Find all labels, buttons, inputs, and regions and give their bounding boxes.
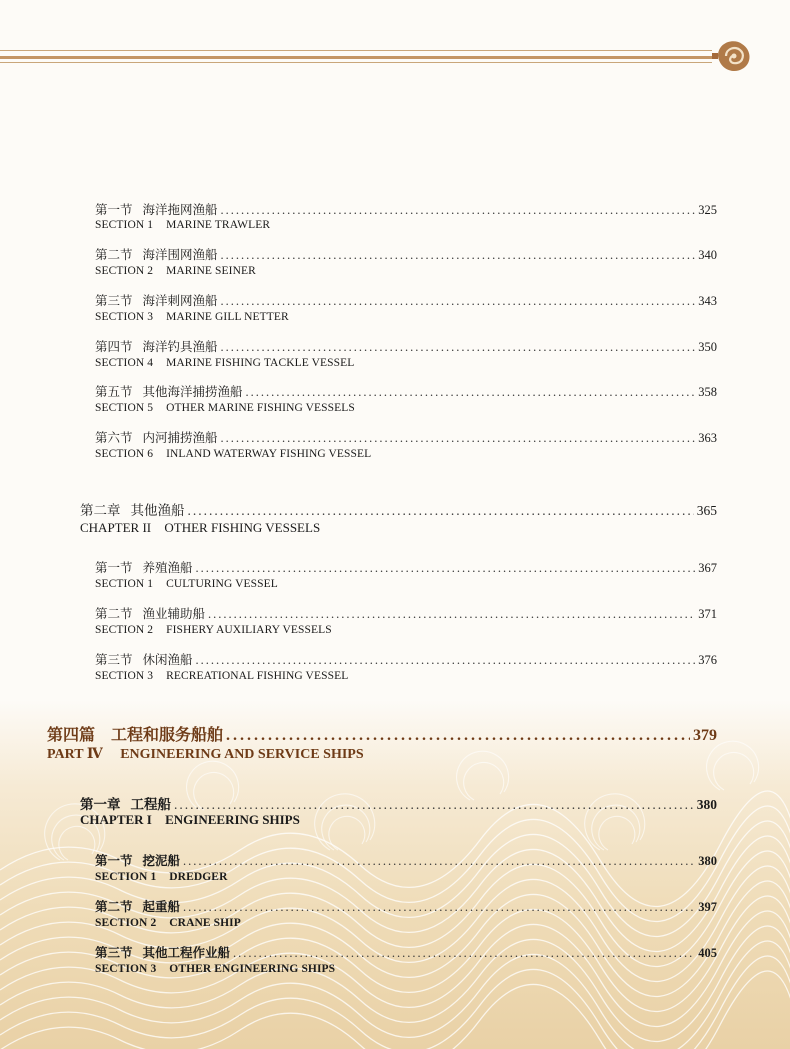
- toc-section-english: [95, 448, 371, 460]
- section-title-en: MARINE GILL NETTER: [166, 311, 289, 323]
- section-title: 起重船: [142, 900, 181, 914]
- header-rule-thick: [0, 56, 712, 59]
- section-title: 其他工程作业船: [142, 946, 231, 960]
- section-label-en: SECTION 6: [95, 448, 154, 460]
- section-label: 第六节: [95, 431, 133, 445]
- part-title: 工程和服务船舶: [111, 727, 224, 744]
- toc-section-english: [95, 402, 355, 414]
- leader-dots: [246, 385, 696, 400]
- section-label-en: SECTION 3: [95, 963, 157, 975]
- leader-dots: [196, 561, 696, 576]
- leader-dots: [221, 431, 696, 446]
- toc-section-english: [95, 578, 278, 590]
- header-rule-thin: [0, 50, 712, 51]
- section-title-en: FISHERY AUXILIARY VESSELS: [166, 624, 332, 636]
- toc-chapter-english: [80, 812, 300, 828]
- toc-section-entry[interactable]: [95, 291, 717, 309]
- toc-section-entry[interactable]: [95, 200, 717, 218]
- toc-section-entry[interactable]: [95, 604, 717, 622]
- section-label-en: SECTION 5: [95, 402, 154, 414]
- section-label-en: SECTION 2: [95, 917, 157, 929]
- toc-section-english: [95, 871, 228, 883]
- toc-section-entry[interactable]: [95, 650, 717, 668]
- section-label-en: SECTION 1: [95, 578, 154, 590]
- section-title: 海洋围网渔船: [142, 248, 218, 262]
- section-label: 第五节: [95, 385, 133, 399]
- section-title-en: DREDGER: [169, 871, 228, 883]
- section-title-en: MARINE TRAWLER: [166, 219, 271, 231]
- leader-dots: [208, 607, 695, 622]
- section-label: 第二节: [95, 607, 133, 621]
- toc-section-entry[interactable]: [95, 943, 717, 961]
- toc-section-english: [95, 219, 270, 231]
- toc-section-english: [95, 311, 289, 323]
- toc-section-english: [95, 917, 241, 929]
- toc-part-entry[interactable]: [47, 722, 717, 745]
- section-label: 第三节: [95, 946, 133, 960]
- chapter-label-en: CHAPTER II: [80, 520, 152, 535]
- section-label: 第一节: [95, 561, 133, 575]
- page-number: 380: [696, 797, 717, 812]
- part-title-en: ENGINEERING AND SERVICE SHIPS: [120, 747, 364, 762]
- toc-section-entry[interactable]: [95, 245, 717, 263]
- toc-section-entry[interactable]: [95, 558, 717, 576]
- page-number: 371: [698, 607, 717, 621]
- page-number: 340: [698, 248, 717, 262]
- section-label: 第三节: [95, 294, 133, 308]
- section-title-en: MARINE SEINER: [166, 265, 256, 277]
- chapter-label: 第二章: [80, 503, 121, 518]
- page-number: 365: [696, 503, 717, 518]
- section-label: 第二节: [95, 900, 133, 914]
- section-label-en: SECTION 4: [95, 357, 154, 369]
- section-title: 海洋刺网渔船: [142, 294, 218, 308]
- section-title: 渔业辅助船: [142, 607, 206, 621]
- toc-part-english: [47, 746, 364, 763]
- toc-section-english: [95, 670, 348, 682]
- leader-dots: [183, 854, 695, 869]
- section-title: 其他海洋捕捞渔船: [142, 385, 243, 399]
- leader-dots: [221, 203, 696, 218]
- leader-dots: [188, 503, 694, 519]
- section-title-en: CULTURING VESSEL: [166, 578, 278, 590]
- leader-dots: [174, 797, 694, 813]
- toc-section-entry[interactable]: [95, 428, 717, 446]
- section-title-en: MARINE FISHING TACKLE VESSEL: [166, 357, 355, 369]
- page-number: 380: [698, 854, 717, 868]
- section-title: 海洋拖网渔船: [142, 203, 218, 217]
- leader-dots: [221, 248, 696, 263]
- section-title-en: RECREATIONAL FISHING VESSEL: [166, 670, 349, 682]
- toc-chapter-english: [80, 520, 320, 536]
- toc-chapter-entry[interactable]: [80, 793, 717, 813]
- section-label-en: SECTION 2: [95, 624, 154, 636]
- leader-dots: [226, 727, 690, 745]
- chapter-title: 其他渔船: [130, 503, 185, 518]
- leader-dots: [183, 900, 695, 915]
- page-number: 397: [698, 900, 717, 914]
- toc-section-entry[interactable]: [95, 897, 717, 915]
- page-number: 367: [698, 561, 717, 575]
- page-number: 350: [698, 340, 717, 354]
- section-title: 挖泥船: [142, 854, 181, 868]
- section-title-en: OTHER ENGINEERING SHIPS: [169, 963, 336, 975]
- toc-section-english: [95, 265, 256, 277]
- section-label: 第四节: [95, 340, 133, 354]
- part-label: 第四篇: [47, 727, 96, 744]
- section-title: 养殖渔船: [142, 561, 193, 575]
- toc-section-english: [95, 963, 335, 975]
- section-title: 海洋钓具渔船: [142, 340, 218, 354]
- chapter-title: 工程船: [130, 797, 171, 812]
- toc-section-english: [95, 357, 354, 369]
- page-number: 358: [698, 385, 717, 399]
- leader-dots: [221, 340, 696, 355]
- chapter-title-en: OTHER FISHING VESSELS: [164, 520, 321, 535]
- section-title-en: CRANE SHIP: [169, 917, 241, 929]
- toc-section-entry[interactable]: [95, 382, 717, 400]
- section-title: 休闲渔船: [142, 653, 193, 667]
- toc-chapter-entry[interactable]: [80, 499, 717, 519]
- section-label: 第一节: [95, 203, 133, 217]
- page-number: 343: [698, 294, 717, 308]
- section-label-en: SECTION 3: [95, 311, 154, 323]
- page-number: 376: [698, 653, 717, 667]
- section-label: 第二节: [95, 248, 133, 262]
- chapter-title-en: ENGINEERING SHIPS: [165, 812, 300, 827]
- part-label-en: PART Ⅳ: [47, 747, 103, 762]
- leader-dots: [221, 294, 696, 309]
- page-number: 405: [698, 946, 717, 960]
- leader-dots: [196, 653, 696, 668]
- toc-section-entry[interactable]: [95, 337, 717, 355]
- section-label-en: SECTION 3: [95, 670, 154, 682]
- section-title: 内河捕捞渔船: [142, 431, 218, 445]
- section-label-en: SECTION 2: [95, 265, 154, 277]
- cloud-ornament-icon: [712, 36, 754, 76]
- page-number: 379: [693, 727, 717, 744]
- chapter-label-en: CHAPTER I: [80, 812, 152, 827]
- section-title-en: INLAND WATERWAY FISHING VESSEL: [166, 448, 372, 460]
- section-title-en: OTHER MARINE FISHING VESSELS: [166, 402, 355, 414]
- section-label-en: SECTION 1: [95, 871, 157, 883]
- section-label: 第一节: [95, 854, 133, 868]
- toc-section-english: [95, 624, 332, 636]
- page-number: 325: [698, 203, 717, 217]
- toc-section-entry[interactable]: [95, 851, 717, 869]
- chapter-label: 第一章: [80, 797, 121, 812]
- section-label-en: SECTION 1: [95, 219, 154, 231]
- section-label: 第三节: [95, 653, 133, 667]
- leader-dots: [233, 946, 695, 961]
- header-rule-thin-lower: [0, 62, 712, 63]
- page-number: 363: [698, 431, 717, 445]
